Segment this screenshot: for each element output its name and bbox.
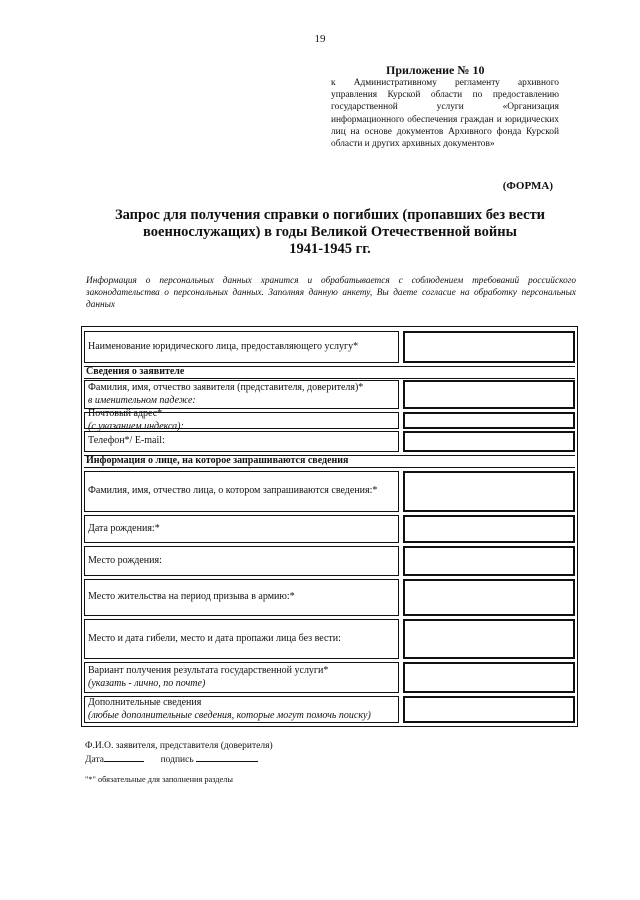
birth-date-field[interactable] [403, 515, 575, 543]
additional-info-field[interactable] [403, 696, 575, 723]
appendix-title: Приложение № 10 [386, 63, 485, 77]
signature-name-line: Ф.И.О. заявителя, представителя (доверителя) [85, 741, 273, 751]
divider [84, 378, 575, 379]
applicant-name-field[interactable] [403, 380, 575, 409]
death-place-label: Место и дата гибели, место и дата пропажи лица без вести: [84, 619, 399, 659]
required-fields-note: "*" обязательные для заполнения разделы [85, 775, 233, 784]
date-label: Дата [85, 755, 104, 765]
result-option-label: Вариант получения результата государственной услуги* (указать - лично, по почте) [84, 662, 399, 693]
consent-note: Информация о персональных данных хранится и обрабатывается с соблюдением требований российского законодательства о персональных данных. Заполняя данную анкету, Вы даете согласие на обработку персональных данных [86, 276, 576, 311]
birth-place-label: Место рождения: [84, 546, 399, 576]
postal-address-label: Почтовый адрес* (с указанием индекса): [84, 412, 399, 429]
divider [84, 467, 575, 468]
birth-place-field[interactable] [403, 546, 575, 576]
person-name-label: Фамилия, имя, отчество лица, о котором запрашиваются сведения:* [84, 471, 399, 512]
phone-email-label: Телефон*/ E-mail: [84, 431, 399, 452]
person-section-heading: Информация о лице, на которое запрашиваются сведения [86, 455, 349, 466]
appendix-text: к Административному регламенту архивного управления Курской области по предоставлению государственной услуги «Организация информационного обеспечения граждан и юридических лиц на основе документов Архивного фонда Курской области и других архивных документов» [331, 78, 559, 150]
residence-label: Место жительства на период призыва в армию:* [84, 579, 399, 616]
document-title-line-3: 1941-1945 гг. [289, 241, 371, 257]
page-number: 19 [314, 33, 326, 45]
signature-blank[interactable] [196, 753, 258, 762]
request-form [81, 326, 578, 727]
residence-field[interactable] [403, 579, 575, 616]
birth-date-label: Дата рождения:* [84, 515, 399, 543]
date-blank[interactable] [104, 753, 144, 762]
form-label: (ФОРМА) [502, 180, 553, 192]
document-title-line-1: Запрос для получения справки о погибших (пропавших без вести [114, 207, 546, 223]
death-place-field[interactable] [403, 619, 575, 659]
phone-email-field[interactable] [403, 431, 575, 452]
signature-label: подпись [160, 755, 194, 765]
person-name-field[interactable] [403, 471, 575, 512]
applicant-section-heading: Сведения о заявителе [86, 366, 185, 377]
document-title-line-2: военнослужащих) в годы Великой Отечественной войны [143, 224, 517, 240]
legal-entity-label: Наименование юридического лица, предоставляющего услугу* [84, 331, 399, 363]
legal-entity-field[interactable] [403, 331, 575, 363]
date-signature-line [85, 753, 258, 765]
result-option-field[interactable] [403, 662, 575, 693]
document-title [80, 207, 580, 258]
additional-info-label: Дополнительные сведения (любые дополнительные сведения, которые могут помочь поиску) [84, 696, 399, 723]
applicant-name-label: Фамилия, имя, отчество заявителя (представителя, доверителя)* в именительном падеже: [84, 380, 399, 409]
postal-address-field[interactable] [403, 412, 575, 429]
